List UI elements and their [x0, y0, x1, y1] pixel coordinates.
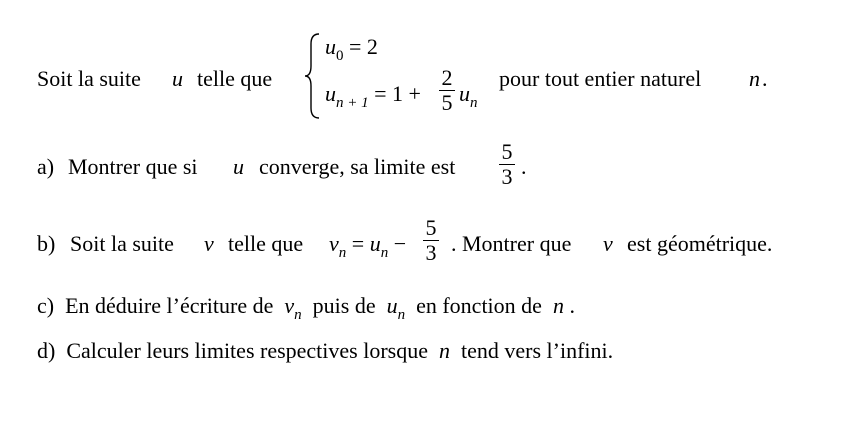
q-b-u-var: u	[369, 231, 381, 256]
q-a-label: a)	[37, 154, 55, 179]
q-a-fraction	[498, 140, 516, 189]
eq1-rhs: = 2	[349, 34, 378, 59]
q-c-text1: En déduire l’écriture de	[65, 293, 274, 318]
q-c-v-var: v	[284, 293, 295, 318]
q-b-text4: est géométrique.	[627, 231, 773, 256]
q-b-u-sub: n	[380, 245, 389, 261]
q-b-text2: telle que	[228, 231, 304, 256]
q-c-period: .	[569, 293, 575, 318]
eq2-sub2: n	[470, 95, 478, 111]
system-eq1	[325, 34, 378, 64]
intro-period: .	[762, 66, 768, 91]
eq2-sub: n + 1	[336, 95, 369, 111]
q-b-var-v: v	[204, 231, 214, 256]
q-d-text1: Calculer leurs limites respectives lorsque	[66, 338, 428, 363]
q-d-label: d)	[37, 338, 56, 363]
q-b-text3: . Montrer que	[451, 231, 572, 256]
intro-text-end: pour tout entier naturel	[499, 66, 702, 91]
q-a-fraction-den: 3	[501, 164, 513, 189]
system-brace	[303, 32, 323, 120]
q-d-text2: tend vers l’infini.	[461, 338, 614, 363]
system-eq2	[325, 81, 421, 111]
q-b-fraction-den: 3	[425, 240, 437, 265]
q-b-fraction	[422, 216, 440, 265]
q-b-label: b)	[37, 231, 56, 256]
q-b-fraction-num: 5	[425, 215, 437, 240]
q-c-label: c)	[37, 293, 55, 318]
intro-text-before: Soit la suite	[37, 66, 141, 91]
eq2-var2: u	[459, 81, 470, 106]
q-a-var-u: u	[233, 154, 244, 179]
eq2-fraction	[438, 66, 456, 115]
q-b-eq: =	[351, 231, 365, 256]
q-a-fraction-num: 5	[501, 139, 513, 164]
eq1-sub: 0	[336, 48, 344, 64]
q-c-n-var: n	[552, 293, 564, 318]
q-c-text2: puis de	[312, 293, 376, 318]
q-b-text1: Soit la suite	[70, 231, 174, 256]
intro-n-var: n	[749, 66, 760, 91]
q-b-minus: −	[393, 231, 407, 256]
q-d-line	[37, 338, 613, 364]
q-a-period: .	[521, 154, 527, 179]
q-a-text2: converge, sa limite est	[259, 154, 456, 179]
intro-seq-u: u	[172, 66, 183, 91]
eq1-var: u	[325, 34, 336, 59]
q-b-formula	[329, 231, 407, 261]
q-b-v-var: v	[329, 231, 339, 256]
q-a-text1: Montrer que si	[68, 154, 198, 179]
q-c-text3: en fonction de	[416, 293, 542, 318]
intro-text-after: telle que	[197, 66, 273, 91]
eq2-tail	[459, 81, 478, 111]
q-b-var-v2: v	[603, 231, 613, 256]
eq2-mid: = 1 +	[374, 81, 421, 106]
q-c-v-sub: n	[294, 307, 302, 323]
q-c-u-sub: n	[397, 307, 406, 323]
eq2-fraction-den: 5	[441, 90, 453, 115]
q-d-n-var: n	[439, 338, 450, 363]
eq2-fraction-num: 2	[441, 65, 453, 90]
q-c-line	[37, 293, 575, 323]
q-c-u-var: u	[386, 293, 398, 318]
q-b-v-sub: n	[338, 245, 347, 261]
eq2-var: u	[325, 81, 336, 106]
